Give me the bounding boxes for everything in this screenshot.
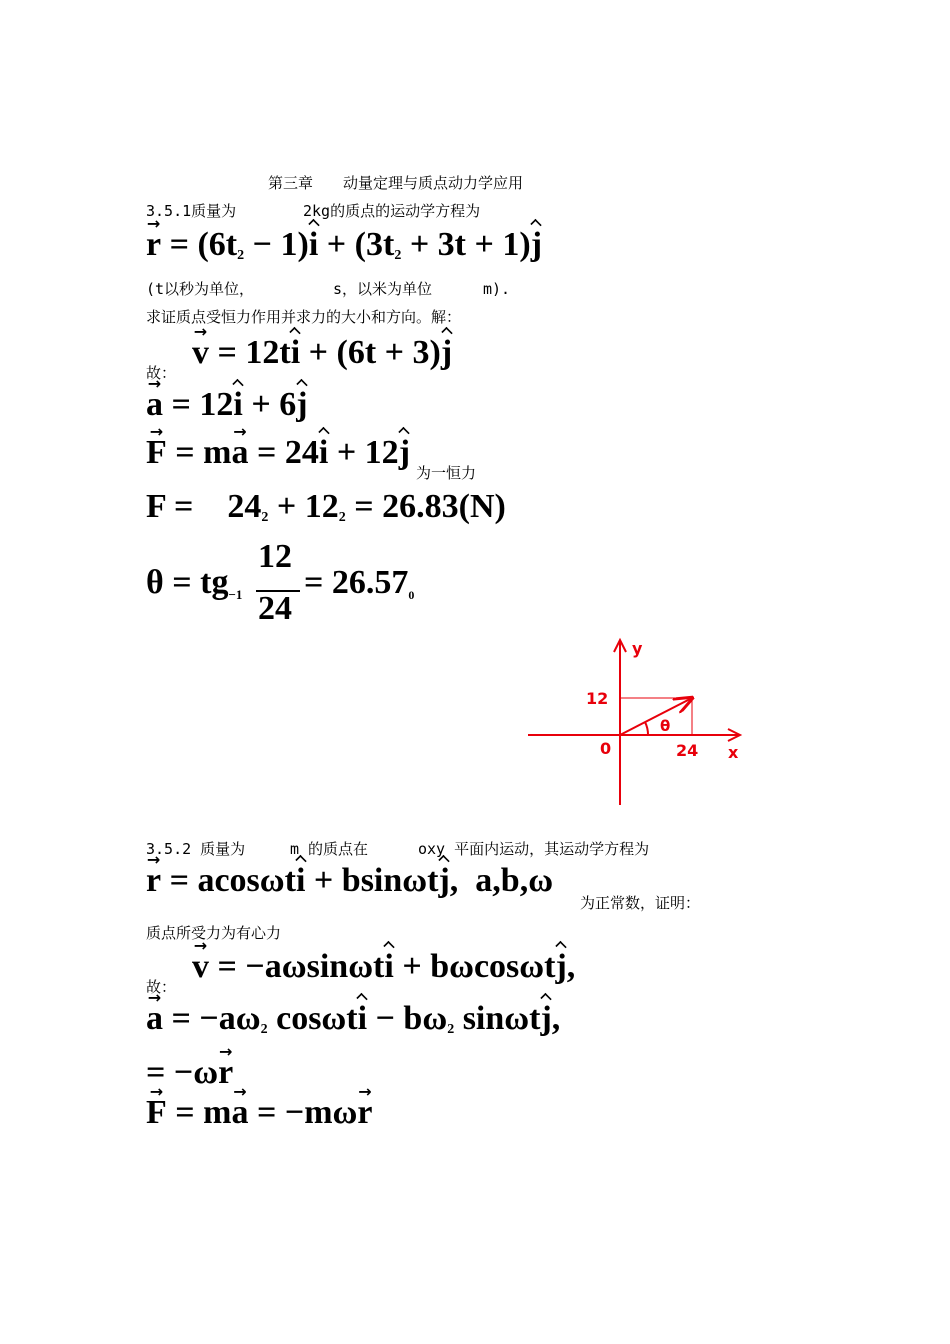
equation2-a: → a = −aω2 cosωti − bω2 sinωtj,: [146, 1002, 560, 1036]
problem2-statement-a: 3.5.2 质量为: [146, 840, 246, 858]
equation2-v: → v = −aωsinωti + bωcosωtj,: [192, 950, 575, 984]
constants-note: 为正常数，证明：: [580, 894, 701, 912]
equation2-r: → r = acosωti + bsinωtj, a,b,ω: [146, 864, 553, 898]
problem1-statement-a: 3.5.1质量为: [146, 202, 237, 220]
equation-F-magnitude: F = 242 + 122 = 26.83(N): [146, 488, 506, 525]
y-axis-label: y: [632, 639, 643, 658]
theta-numerator: 12: [258, 538, 292, 575]
angle-arc: [645, 722, 648, 735]
central-force-intro: 质点所受力为有心力: [146, 924, 282, 942]
chapter-label: 第三章: [268, 174, 314, 192]
y-tick-label: 12: [586, 689, 609, 708]
equation2-a-simplified: = −ω→ r: [146, 1056, 233, 1090]
so-label-2: 故：: [146, 978, 177, 996]
theta-lhs: θ = tg−1: [146, 564, 243, 602]
theta-denominator: 24: [258, 590, 292, 627]
equation-r: → r = (6t2 − 1)i + (3t2 + 3t + 1)j: [146, 228, 542, 262]
constant-force-label: 为一恒力: [416, 464, 477, 482]
problem1-statement-b: 2kg的质点的运动学方程为: [303, 202, 481, 220]
chapter-title: 动量定理与质点动力学应用: [343, 174, 524, 192]
units-c: m).: [483, 280, 511, 298]
equation2-F: → F = m→ a = −mω→ r: [146, 1096, 373, 1130]
equation-v: → v = 12ti + (6t + 3)j: [192, 336, 452, 370]
theta-rhs: = 26.570: [304, 564, 415, 602]
x-tick-label: 24: [676, 741, 699, 760]
so-label: 故：: [146, 364, 177, 382]
equation-a: → a = 12i + 6j: [146, 388, 308, 422]
origin-label: 0: [600, 739, 612, 758]
solution-intro: 求证质点受恒力作用并求力的大小和方向。解：: [146, 308, 462, 326]
equation-F: → F = m→ a = 24i + 12j: [146, 436, 410, 470]
x-axis-label: x: [728, 743, 739, 762]
force-vector-diagram: [520, 630, 760, 810]
units-a: (t以秒为单位，: [146, 280, 255, 298]
problem2-statement-c: oxy 平面内运动，其运动学方程为: [418, 840, 650, 858]
problem2-statement-b: m 的质点在: [290, 840, 369, 858]
units-b: s，以米为单位: [333, 280, 433, 298]
force-vector: [620, 698, 692, 735]
angle-label: θ: [660, 717, 671, 735]
